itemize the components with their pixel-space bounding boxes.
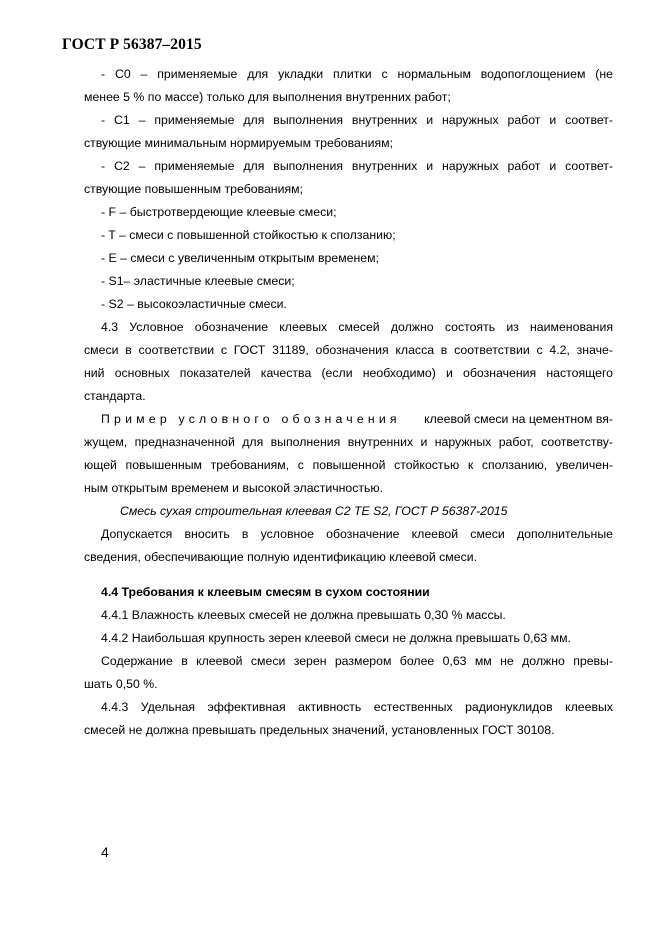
example-line-1 xyxy=(101,411,613,427)
note-line-1: Допускается вносить в условное обозначение клеевой смеси дополнительные xyxy=(101,527,613,541)
list-item-c2: - С2 – применяемые для выполнения внутренних и наружных работ и соответ- xyxy=(101,159,613,173)
example-line-3: ющей повышенным требованиям, с повышенной стойкостью к сползанию, увеличен- xyxy=(84,458,613,472)
example-line-2: жущем, предназначенной для выполнения внутренних и наружных работ, соответству- xyxy=(84,435,613,449)
example-spaced-label: Пример условного обозначения xyxy=(101,412,401,426)
list-item-c2-cont: ствующие повышенным требованиям; xyxy=(84,182,303,196)
clause-4-4-1: 4.4.1 Влажность клеевых смесей не должна превышать 0,30 % массы. xyxy=(101,608,506,622)
page-number: 4 xyxy=(101,844,109,860)
clause-4-4-2: 4.4.2 Наибольшая крупность зерен клеевой смеси не должна превышать 0,63 мм. xyxy=(101,631,571,645)
list-item-s2: - S2 – высокоэластичные смеси. xyxy=(101,297,287,311)
list-item-c0: - С0 – применяемые для укладки плитки с нормальным водопоглощением (не xyxy=(101,67,613,81)
list-item-t: - T – смеси с повышенной стойкостью к сползанию; xyxy=(101,228,396,242)
clause-4-4-2-note-line-1: Содержание в клеевой смеси зерен размером более 0,63 мм не должно превы- xyxy=(101,654,613,668)
list-item-e: - E – смеси с увеличенным открытым временем; xyxy=(101,251,379,265)
list-item-c1: - С1 – применяемые для выполнения внутренних и наружных работ и соответ- xyxy=(101,113,613,127)
example-line-4: ным открытым временем и высокой эластичностью. xyxy=(84,481,384,495)
clause-4-3-line-4: стандарта. xyxy=(84,389,146,403)
list-item-f: - F – быстротвердеющие клеевые смеси; xyxy=(101,205,337,219)
section-4-4-heading: 4.4 Требования к клеевым смесям в сухом состоянии xyxy=(101,585,430,599)
clause-4-4-2-note-line-2: шать 0,50 %. xyxy=(84,677,158,691)
clause-4-3-line-3: ний основных показателей качества (если необходимо) и обозначения настоящего xyxy=(84,366,613,380)
clause-4-3-line-2: смеси в соответствии с ГОСТ 31189, обозначения класса в соответствии с 4.2, значе- xyxy=(84,343,613,357)
list-item-c1-cont: ствующие минимальным нормируемым требованиям; xyxy=(84,136,393,150)
example-designation: Смесь сухая строительная клеевая С2 ТЕ S2, ГОСТ Р 56387-2015 xyxy=(120,504,508,518)
clause-4-4-3-line-1: 4.4.3 Удельная эффективная активность естественных радионуклидов клеевых xyxy=(101,700,613,714)
note-line-2: сведения, обеспечивающие полную идентификацию клеевой смеси. xyxy=(84,550,478,564)
list-item-c0-cont: менее 5 % по массе) только для выполнения внутренних работ; xyxy=(84,90,451,104)
clause-4-4-3-line-2: смесей не должна превышать предельных значений, установленных ГОСТ 30108. xyxy=(84,723,555,737)
example-line-1-rest: клеевой смеси на цементном вя- xyxy=(424,412,613,426)
document-code-header: ГОСТ Р 56387–2015 xyxy=(62,36,202,53)
list-item-s1: - S1– эластичные клеевые смеси; xyxy=(101,274,295,288)
clause-4-3-line-1: 4.3 Условное обозначение клеевых смесей должно состоять из наименования xyxy=(101,320,613,334)
